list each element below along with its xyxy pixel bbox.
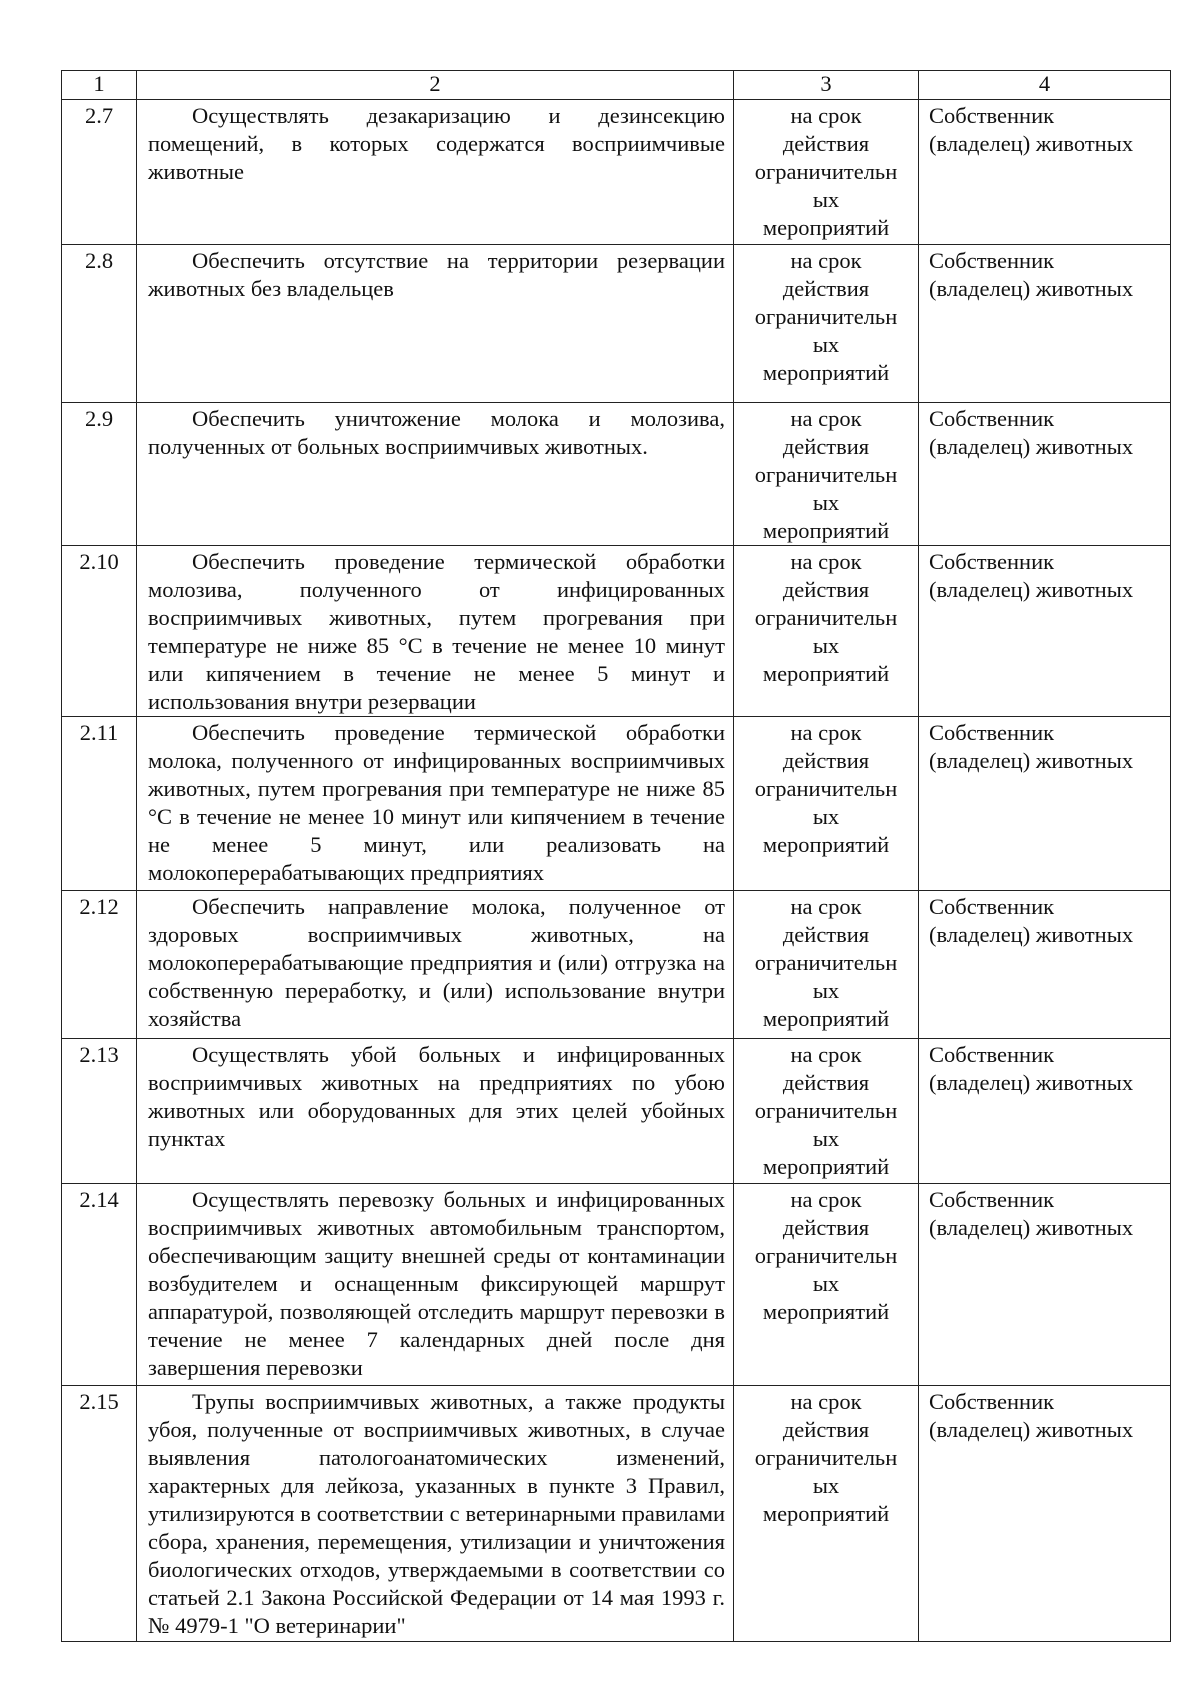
header-col-3: 3	[734, 71, 919, 100]
row-measure: Обеспечить отсутствие на территории резервации животных без владельцев	[137, 245, 734, 403]
row-number: 2.13	[62, 1039, 137, 1184]
row-term: на срок действия ограничительн ых мероприятий	[734, 1184, 919, 1386]
row-measure: Трупы восприимчивых животных, а также продукты убоя, полученные от восприимчивых животных, в случае выявления патологоанатомических изменений, характерных для лейкоза, указанных в пункте 3 Правил, утилизируются в соответствии с ветеринарными правилами сбора, хранения, перемещения, утилизации и уничтожения биологических отходов, утверждаемыми в соответствии со статьей 2.1 Закона Российской Федерации от 14 мая 1993 г. № 4979-1 "О ветеринарии"	[137, 1386, 734, 1642]
row-measure: Обеспечить направление молока, полученное от здоровых восприимчивых животных, на молокоперерабатывающие предприятия и (или) отгрузка на собственную переработку, и (или) использование внутри хозяйства	[137, 891, 734, 1039]
row-measure: Обеспечить проведение термической обработки молозива, полученного от инфицированных восприимчивых животных, путем прогревания при температуре не ниже 85 °С в течение не менее 10 минут или кипячением в течение не менее 5 минут и использования внутри резервации	[137, 546, 734, 717]
table-header-row	[62, 71, 1171, 100]
table-row	[62, 245, 1171, 403]
row-measure: Осуществлять перевозку больных и инфицированных восприимчивых животных автомобильным транспортом, обеспечивающим защиту внешней среды от контаминации возбудителем и оснащенным фиксирующей маршрут аппаратурой, позволяющей отследить маршрут перевозки в течение не менее 7 календарных дней после дня завершения перевозки	[137, 1184, 734, 1386]
row-responsible: Собственник (владелец) животных	[919, 891, 1171, 1039]
row-number: 2.15	[62, 1386, 137, 1642]
row-number: 2.7	[62, 100, 137, 245]
table-row	[62, 717, 1171, 891]
row-responsible: Собственник (владелец) животных	[919, 546, 1171, 717]
row-term: на срок действия ограничительн ых мероприятий	[734, 100, 919, 245]
row-responsible: Собственник (владелец) животных	[919, 245, 1171, 403]
row-measure: Осуществлять дезакаризацию и дезинсекцию помещений, в которых содержатся восприимчивые животные	[137, 100, 734, 245]
table-row	[62, 100, 1171, 245]
row-measure: Обеспечить проведение термической обработки молока, полученного от инфицированных восприимчивых животных, путем прогревания при температуре не ниже 85 °С в течение не менее 10 минут или кипячением в течение не менее 5 минут, или реализовать на молокоперерабатывающих предприятиях	[137, 717, 734, 891]
table-row	[62, 1386, 1171, 1642]
row-number: 2.11	[62, 717, 137, 891]
row-term: на срок действия ограничительн ых мероприятий	[734, 717, 919, 891]
row-number: 2.10	[62, 546, 137, 717]
table-row	[62, 403, 1171, 546]
row-measure: Обеспечить уничтожение молока и молозива, полученных от больных восприимчивых животных.	[137, 403, 734, 546]
row-responsible: Собственник (владелец) животных	[919, 100, 1171, 245]
table-row	[62, 1184, 1171, 1386]
row-responsible: Собственник (владелец) животных	[919, 1184, 1171, 1386]
row-number: 2.14	[62, 1184, 137, 1386]
table-row	[62, 1039, 1171, 1184]
row-term: на срок действия ограничительн ых мероприятий	[734, 245, 919, 403]
measures-table	[61, 70, 1171, 1642]
row-responsible: Собственник (владелец) животных	[919, 1039, 1171, 1184]
row-number: 2.9	[62, 403, 137, 546]
table-row	[62, 546, 1171, 717]
header-col-2: 2	[137, 71, 734, 100]
row-term: на срок действия ограничительн ых мероприятий	[734, 1039, 919, 1184]
row-measure: Осуществлять убой больных и инфицированных восприимчивых животных на предприятиях по убою животных или оборудованных для этих целей убойных пунктах	[137, 1039, 734, 1184]
row-responsible: Собственник (владелец) животных	[919, 1386, 1171, 1642]
header-col-1: 1	[62, 71, 137, 100]
row-responsible: Собственник (владелец) животных	[919, 403, 1171, 546]
row-term: на срок действия ограничительн ых мероприятий	[734, 403, 919, 546]
row-term: на срок действия ограничительн ых мероприятий	[734, 891, 919, 1039]
table-row	[62, 891, 1171, 1039]
row-number: 2.12	[62, 891, 137, 1039]
row-number: 2.8	[62, 245, 137, 403]
row-responsible: Собственник (владелец) животных	[919, 717, 1171, 891]
header-col-4: 4	[919, 71, 1171, 100]
row-term: на срок действия ограничительн ых мероприятий	[734, 546, 919, 717]
row-term: на срок действия ограничительн ых мероприятий	[734, 1386, 919, 1642]
